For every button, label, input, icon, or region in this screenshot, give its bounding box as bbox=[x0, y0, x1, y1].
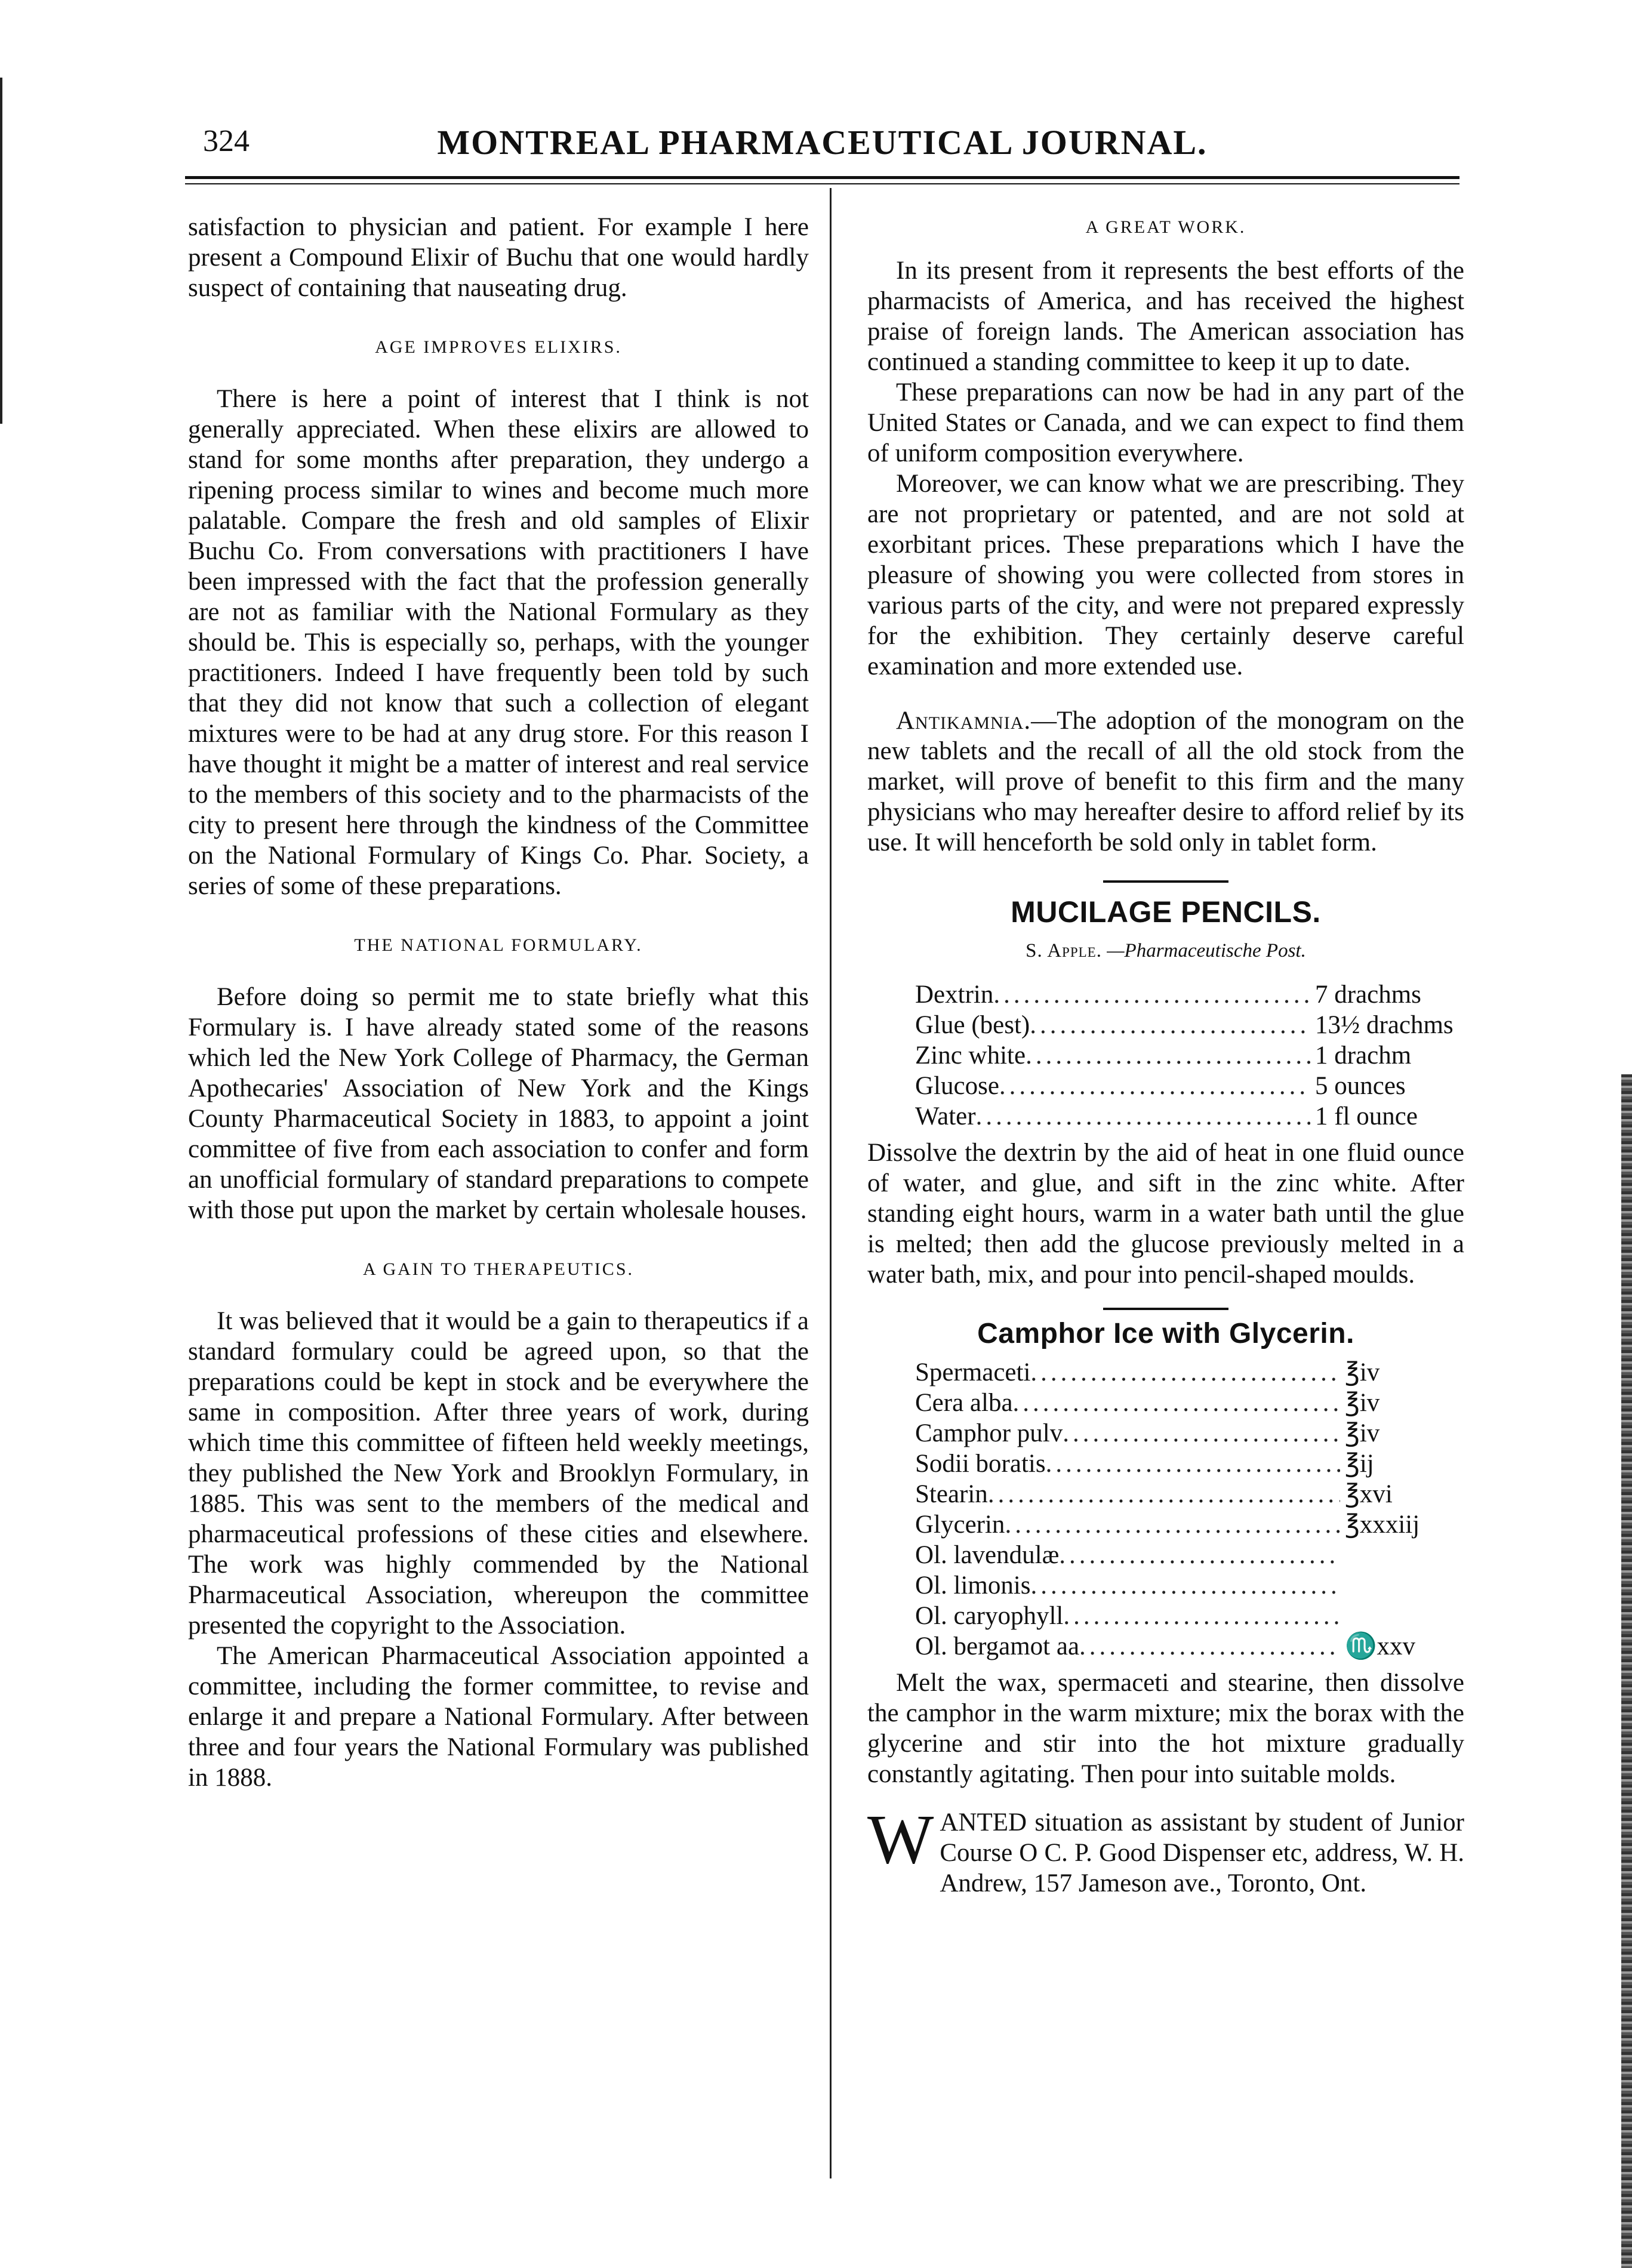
ingredient-name: Glue (best) bbox=[915, 1011, 1030, 1039]
ingredient-qty: ℥iv bbox=[1345, 1419, 1380, 1447]
ingredient-name: Camphor pulv bbox=[915, 1419, 1063, 1447]
camphor-directions: Melt the wax, spermaceti and stearine, then dissolve the camphor in the warm mixture; mix the borax with the glycerine and stir into the hot mixture gradually constantly agitating. Then pour into suitable molds. bbox=[867, 1669, 1464, 1788]
paragraph-great-2: These preparations can now be had in any part of the United States or Canada, and we can expect to find them of uniform composition everywhere. bbox=[867, 378, 1464, 467]
paragraph-age-improves-elixirs: There is here a point of interest that I think is not generally appreciated. When these elixirs are allowed to stand for some months after preparation, they undergo a ripening process similar to wines and become much more palatable. Compare the fresh and old samples of Elixir Buchu Co. From conversations with practitioners I have been impressed with the fact that the profession generally are not as familiar with the National Formulary as they should be. This is especially so, perhaps, with the younger practitioners. Indeed I have frequently been told by such that they did not know that such a collection of elegant mixtures were to be had at any drug store. For this reason I have thought it might be a matter of interest and real service to the members of this society and to the pharmacists of the city to present here through the kindness of the Committee on the National Formulary of Kings Co. Phar. Society, a series of some of these preparations. bbox=[188, 385, 809, 900]
ingredient-qty: ℥iv bbox=[1345, 1358, 1380, 1386]
recipe-row bbox=[915, 979, 1452, 1010]
camphor-recipe bbox=[915, 1357, 1452, 1662]
leader-dots bbox=[993, 979, 1310, 1010]
ingredient-name: Ol. limonis bbox=[915, 1571, 1031, 1600]
wanted-lead: ANTED bbox=[940, 1808, 1027, 1836]
heading-great-work: A GREAT WORK. bbox=[1085, 217, 1246, 237]
leader-dots bbox=[1031, 1570, 1340, 1601]
paragraph-intro: satisfaction to physician and patient. For example I here present a Compound Elixir of Buchu that one would hardly suspect of containing that nauseating drug. bbox=[188, 213, 809, 302]
ingredient-qty: ℥xvi bbox=[1345, 1480, 1393, 1508]
recipe-row bbox=[915, 1071, 1452, 1101]
ingredient-qty: 13½ drachms bbox=[1315, 1011, 1454, 1039]
recipe-row bbox=[915, 1631, 1452, 1662]
leader-dots bbox=[988, 1479, 1340, 1509]
ingredient-qty: ℥xxxiij bbox=[1345, 1511, 1420, 1539]
dropcap-letter: W bbox=[867, 1800, 934, 1878]
wanted-advertisement bbox=[867, 1800, 1464, 1899]
section-rule bbox=[1103, 880, 1228, 883]
left-column bbox=[188, 212, 809, 1793]
recipe-row bbox=[915, 1010, 1452, 1040]
leader-dots bbox=[1030, 1357, 1340, 1388]
paragraph-gain-1: It was believed that it would be a gain to therapeutics if a standard formulary could be agreed upon, so that the preparations could be kept in stock and be everywhere the same in composition. After three years of work, during which time this committee of fifteen held weekly meetings, they published the New York and Brooklyn Formulary, in 1885. This was sent to the members of the medical and pharmaceutical professions of these cities and elsewhere. The work was highly commended by the National Pharmaceutical Association, whereupon the committee presented the copyright to the Association. bbox=[188, 1307, 809, 1640]
page-number: 324 bbox=[203, 124, 250, 158]
ingredient-name: Ol. lavendulæ bbox=[915, 1541, 1060, 1569]
recipe-row bbox=[915, 1540, 1452, 1570]
mucilage-author: S. Apple. bbox=[1026, 940, 1102, 962]
ingredient-name: Stearin bbox=[915, 1480, 988, 1508]
ingredient-name: Sodii boratis bbox=[915, 1450, 1046, 1478]
ingredient-qty: 5 ounces bbox=[1315, 1072, 1406, 1100]
right-column bbox=[867, 212, 1464, 1899]
antikamnia-label: Antikamnia. bbox=[896, 707, 1031, 735]
mucilage-source: —Pharmaceutische Post. bbox=[1107, 940, 1306, 962]
leader-dots bbox=[1013, 1388, 1340, 1418]
heading-gain-to-therapeutics: A GAIN TO THERAPEUTICS. bbox=[362, 1259, 635, 1279]
page-edge-shadow-right bbox=[1621, 1074, 1632, 2268]
ingredient-name: Ol. bergamot aa bbox=[915, 1632, 1080, 1660]
recipe-row bbox=[915, 1449, 1452, 1479]
mucilage-byline bbox=[867, 936, 1464, 966]
running-head: MONTREAL PHARMACEUTICAL JOURNAL. bbox=[437, 123, 1208, 162]
ingredient-name: Dextrin bbox=[915, 981, 994, 1009]
ingredient-name: Ol. caryophyll bbox=[915, 1602, 1064, 1630]
ingredient-name: Zinc white bbox=[915, 1041, 1026, 1070]
antikamnia-text: —The adoption of the monogram on the new tablets and the recall of all the old stock from the market, will prove of benefit to this firm and the many physicians who may hereafter desire to afford relief by its use. It will henceforth be sold only in tablet form. bbox=[867, 707, 1464, 856]
mucilage-recipe bbox=[915, 979, 1452, 1132]
leader-dots bbox=[1005, 1509, 1340, 1540]
heading-mucilage-pencils: MUCILAGE PENCILS. bbox=[1011, 895, 1321, 929]
heading-national-formulary: THE NATIONAL FORMULARY. bbox=[354, 935, 643, 955]
paragraph-gain-2: The American Pharmaceutical Association appointed a committee, including the former committee, to revise and enlarge it and prepare a National Formulary. After between three and four years the National Formulary was published in 1888. bbox=[188, 1642, 809, 1792]
ingredient-qty: ℥ij bbox=[1345, 1450, 1374, 1478]
recipe-row bbox=[915, 1040, 1452, 1071]
leader-dots bbox=[999, 1071, 1310, 1101]
heading-camphor-ice: Camphor Ice with Glycerin. bbox=[977, 1318, 1354, 1349]
recipe-row bbox=[915, 1101, 1452, 1132]
recipe-row bbox=[915, 1418, 1452, 1449]
ingredient-name: Glucose bbox=[915, 1072, 999, 1100]
ingredient-name: Spermaceti bbox=[915, 1358, 1031, 1386]
header-rule bbox=[185, 176, 1459, 184]
paragraph-antikamnia bbox=[867, 705, 1464, 858]
ingredient-name: Glycerin bbox=[915, 1511, 1005, 1539]
leader-dots bbox=[1026, 1040, 1310, 1071]
leader-dots bbox=[1046, 1449, 1340, 1479]
recipe-row bbox=[915, 1479, 1452, 1509]
recipe-row bbox=[915, 1509, 1452, 1540]
wanted-text: situation as assistant by student of Junior Course O C. P. Good Dispenser etc, address, W. H. Andrew, 157 Jameson ave., Toronto, Ont. bbox=[940, 1808, 1464, 1897]
leader-dots bbox=[1063, 1601, 1340, 1631]
paragraph-great-3: Moreover, we can know what we are prescribing. They are not proprietary or patented, and are not sold at exorbitant prices. These preparations which I have the pleasure of showing you were collected from stores in various parts of the city, and were not prepared expressly for the exhibition. They certainly deserve careful examination and more extended use. bbox=[867, 470, 1464, 680]
page-header bbox=[185, 116, 1459, 164]
leader-dots bbox=[1030, 1010, 1310, 1040]
recipe-row bbox=[915, 1601, 1452, 1631]
leader-dots bbox=[1063, 1418, 1340, 1449]
ingredient-name: Cera alba bbox=[915, 1389, 1013, 1417]
section-rule bbox=[1103, 1308, 1228, 1310]
leader-dots bbox=[976, 1101, 1310, 1132]
recipe-row bbox=[915, 1570, 1452, 1601]
leader-dots bbox=[1059, 1540, 1340, 1570]
page-edge-shadow-left bbox=[0, 78, 11, 424]
heading-age-improves-elixirs: AGE IMPROVES ELIXIRS. bbox=[375, 337, 622, 357]
recipe-row bbox=[915, 1357, 1452, 1388]
leader-dots bbox=[1079, 1631, 1340, 1662]
ingredient-name: Water bbox=[915, 1102, 976, 1130]
paragraph-national-formulary: Before doing so permit me to state briefly what this Formulary is. I have already stated some of the reasons which led the New York College of Pharmacy, the German Apothecaries' Association of New York and the Kings County Pharmaceutical Society in 1883, to appoint a joint committee of five from each association to confer and form an unofficial formulary of standard preparations to compete with those put upon the market by certain wholesale houses. bbox=[188, 983, 809, 1224]
ingredient-qty: 1 fl ounce bbox=[1315, 1102, 1418, 1130]
ingredient-qty: ℥iv bbox=[1345, 1389, 1380, 1417]
ingredient-qty: 1 drachm bbox=[1315, 1041, 1412, 1070]
column-divider bbox=[830, 188, 832, 2178]
paragraph-great-1: In its present from it represents the best efforts of the pharmacists of America, and has received the highest praise of foreign lands. The American association has continued a standing committee to keep it up to date. bbox=[867, 257, 1464, 376]
mucilage-directions: Dissolve the dextrin by the aid of heat in one fluid ounce of water, and glue, and sift in the zinc white. After standing eight hours, warm in a water bath until the glue is melted; then add the glucose previously melted in a water bath, mix, and pour into pencil-shaped moulds. bbox=[867, 1139, 1464, 1289]
ingredient-qty: 7 drachms bbox=[1315, 981, 1421, 1009]
recipe-row bbox=[915, 1388, 1452, 1418]
ingredient-qty: ♏xxv bbox=[1345, 1632, 1416, 1660]
